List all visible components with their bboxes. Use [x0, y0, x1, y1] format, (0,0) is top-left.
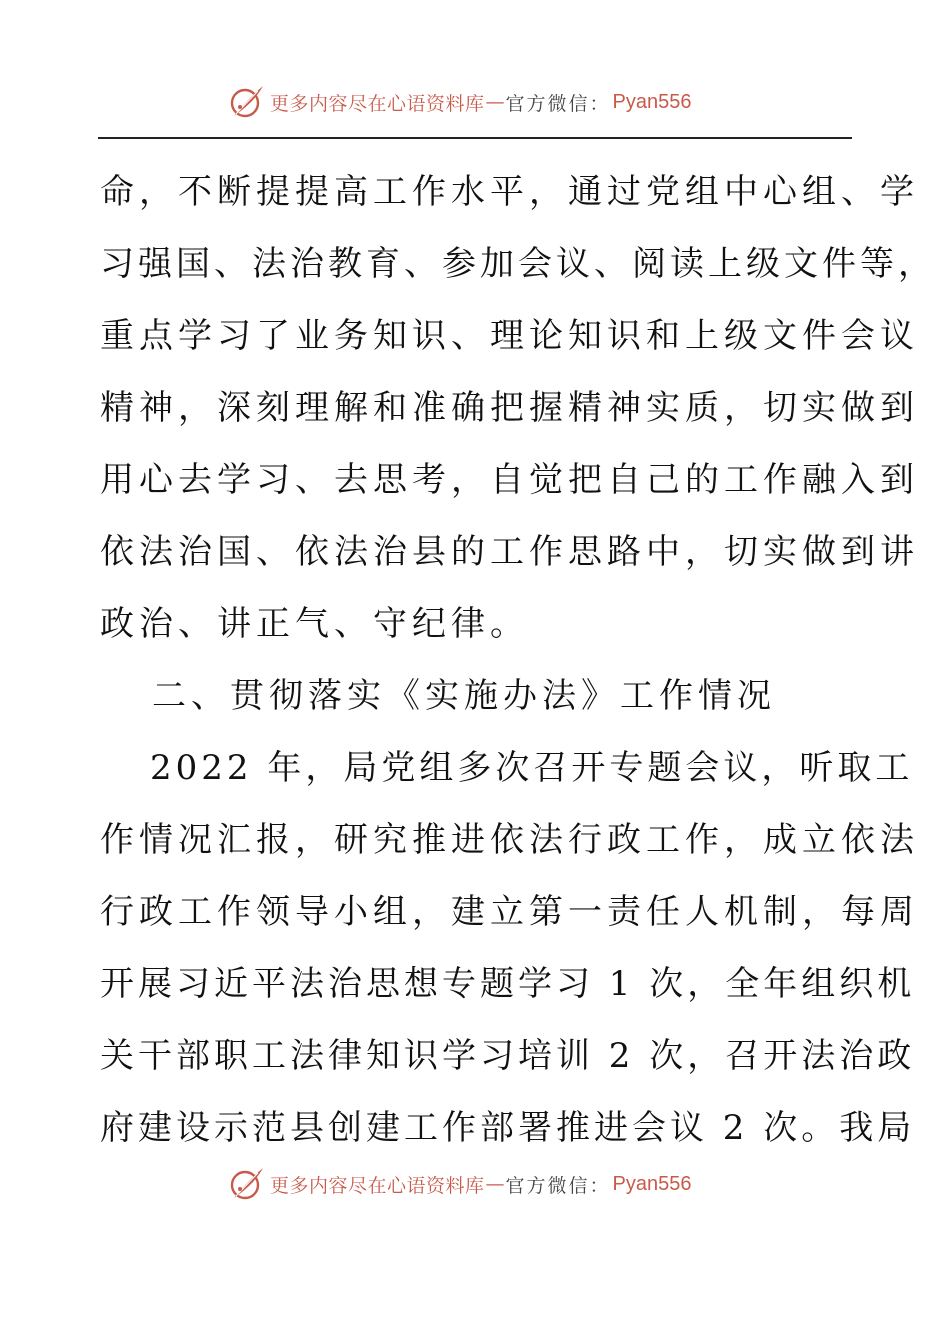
- header-banner: [228, 80, 692, 124]
- body-line: 命，不断提提高工作水平，通过党组中心组、学: [100, 172, 919, 212]
- body-line: 依法治国、依法治县的工作思路中，切实做到讲: [100, 532, 919, 572]
- body-line: 开展习近平法治思想专题学习 1 次，全年组织机: [100, 964, 916, 1004]
- body-line: 重点学习了业务知识、理论知识和上级文件会议: [100, 316, 919, 356]
- footer-banner: [228, 1162, 692, 1206]
- header-divider: [98, 137, 852, 139]
- body-line: 行政工作领导小组，建立第一责任人机制，每周: [100, 892, 919, 932]
- header-separator: —: [485, 91, 505, 113]
- body-line: 作情况汇报，研究推进依法行政工作，成立依法: [100, 820, 919, 860]
- header-brand-text: 更多内容尽在心语资料库: [270, 92, 485, 115]
- quill-logo-icon: [228, 1165, 266, 1203]
- header-wechat-label: 官方微信：: [505, 92, 611, 115]
- footer-separator: —: [485, 1173, 505, 1195]
- quill-logo-icon: [228, 83, 266, 121]
- footer-wechat-id: Pyan556: [612, 1172, 692, 1195]
- body-line: 用心去学习、去思考，自觉把自己的工作融入到: [100, 460, 919, 500]
- footer-brand-text: 更多内容尽在心语资料库: [270, 1174, 485, 1197]
- body-line: 政治、讲正气、守纪律。: [100, 604, 529, 644]
- section-heading: 二、贯彻落实《实施办法》工作情况: [152, 676, 776, 716]
- body-line: 关干部职工法律知识学习培训 2 次，召开法治政: [100, 1036, 916, 1076]
- header-wechat-id: Pyan556: [612, 90, 692, 113]
- body-line: 精神，深刻理解和准确把握精神实质，切实做到: [100, 388, 919, 428]
- page-header: [0, 80, 950, 124]
- body-line: 府建设示范县创建工作部署推进会议 2 次。我局: [100, 1108, 916, 1148]
- document-body: [100, 162, 936, 1170]
- body-line: 2022 年，局党组多次召开专题会议，听取工: [150, 748, 914, 788]
- page-footer: [0, 1162, 950, 1206]
- footer-wechat-label: 官方微信：: [505, 1174, 611, 1197]
- body-line: 习强国、法治教育、参加会议、阅读上级文件等，: [100, 244, 936, 284]
